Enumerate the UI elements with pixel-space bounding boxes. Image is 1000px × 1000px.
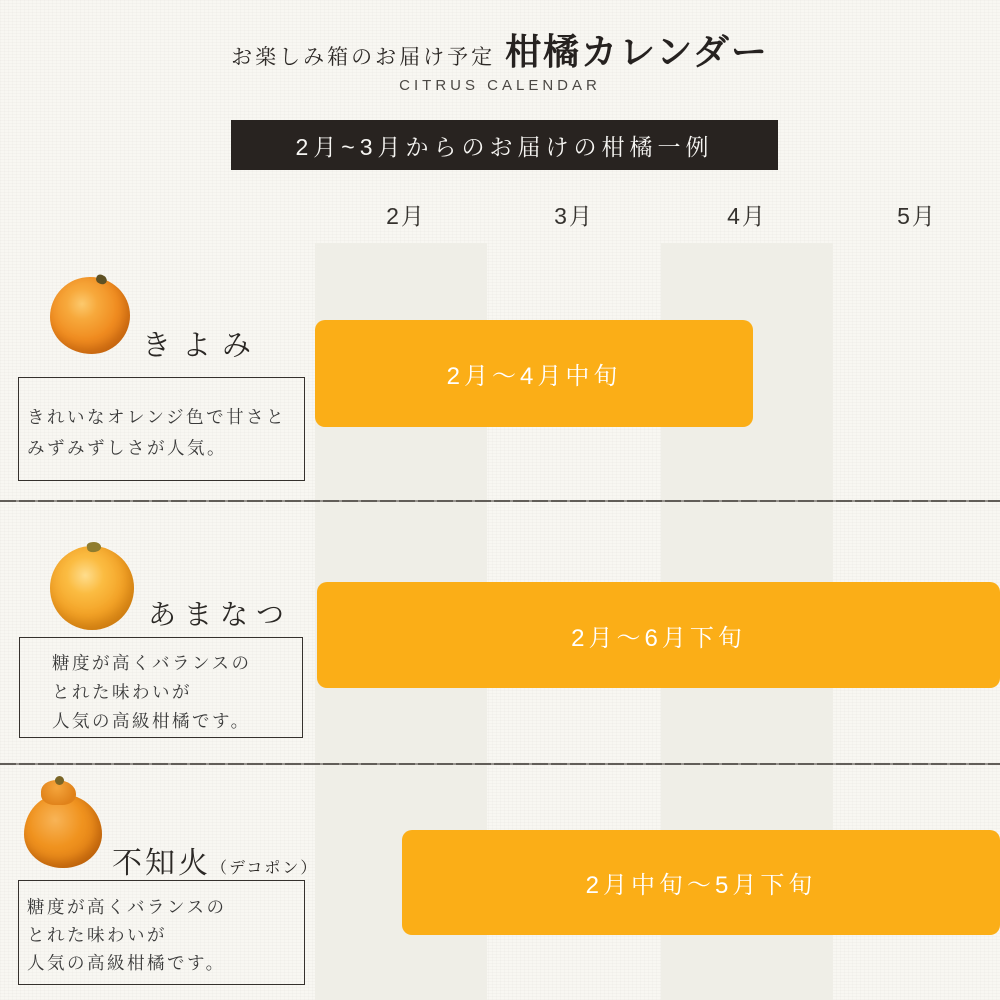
- shiranui-name: 不知火: [112, 846, 211, 881]
- amanatsu-period-bar: [317, 582, 1000, 688]
- month-label-feb: 2月: [386, 203, 426, 229]
- description-line: みずみずしさが人気。: [27, 438, 227, 458]
- fruit-name-kiyomi: きよみ: [142, 328, 263, 362]
- subtitle: CITRUS CALENDAR: [399, 77, 601, 94]
- shiranui-fruit-photo: [24, 794, 102, 868]
- description-line: とれた味わいが: [27, 925, 167, 945]
- shiranui-period-bar: [402, 830, 1000, 935]
- description-line: 人気の高級柑橘です。: [52, 711, 251, 731]
- kiyomi-period-label: 2月〜4月中旬: [446, 363, 622, 390]
- page-title: [0, 24, 1000, 75]
- kiyomi-period-bar: [315, 320, 753, 427]
- month-label-may: 5月: [897, 203, 937, 229]
- month-label-mar: 3月: [554, 203, 594, 229]
- kiyomi-fruit-photo: [50, 277, 130, 354]
- row-divider: [0, 763, 1000, 765]
- description-line: とれた味わいが: [52, 682, 192, 702]
- description-line: 人気の高級柑橘です。: [27, 953, 226, 973]
- shiranui-name-suffix: （デコポン）: [211, 858, 319, 877]
- banner: [231, 120, 778, 170]
- title-prefix: お楽しみ箱のお届け予定: [231, 46, 496, 69]
- description-line: きれいなオレンジ色で甘さと: [27, 407, 287, 427]
- banner-label: 2月~3月からのお届けの柑橘一例: [295, 133, 714, 160]
- shiranui-period-label: 2月中旬〜5月下旬: [585, 872, 817, 899]
- amanatsu-period-label: 2月〜6月下旬: [571, 624, 746, 652]
- month-label-apr: 4月: [727, 203, 767, 229]
- fruit-name-amanatsu: あまなつ: [148, 598, 293, 631]
- fruit-name-shiranui: [112, 838, 318, 882]
- kiyomi-description-box: [18, 377, 305, 481]
- amanatsu-fruit-photo: [50, 546, 134, 630]
- amanatsu-description-box: [19, 637, 303, 738]
- description-line: 糖度が高くバランスの: [52, 653, 252, 673]
- shiranui-description-box: [18, 880, 305, 985]
- description-line: 糖度が高くバランスの: [27, 897, 227, 917]
- title-main: 柑橘カレンダー: [505, 31, 769, 72]
- row-divider: [0, 500, 1000, 502]
